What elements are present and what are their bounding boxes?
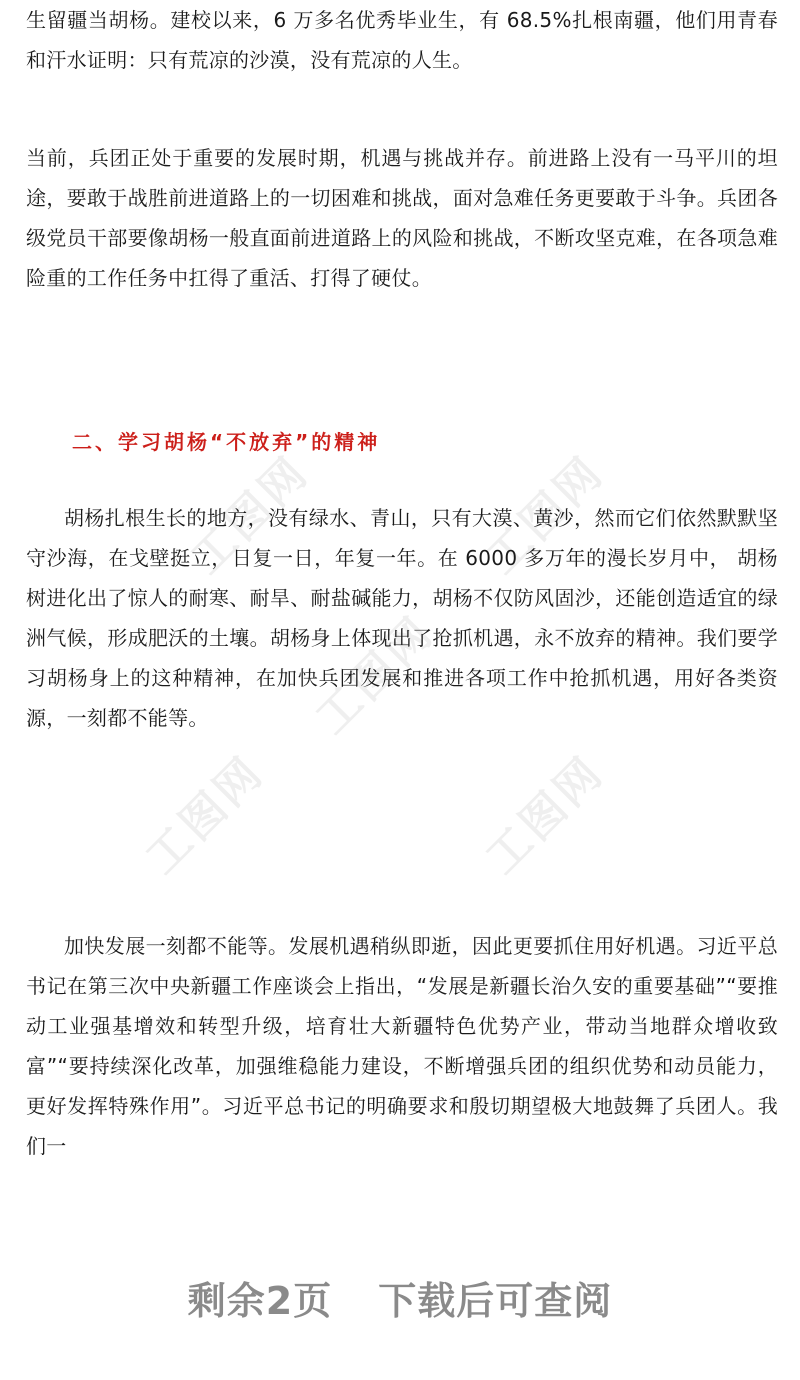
watermark: 工图网 bbox=[306, 606, 445, 745]
section-heading: 二、学习胡杨“不放弃”的精神 bbox=[72, 430, 381, 454]
watermark: 工图网 bbox=[476, 446, 615, 585]
body-paragraph: 加快发展一刻都不能等。发展机遇稍纵即逝，因此更要抓住用好机遇。习近平总书记在第三次中央新疆工作座谈会上指出，“发展是新疆长治久安的重要基础”“要推动工业强基增效和转型升级，培育壮大新疆特色优势产业，带动当地群众增收致富”“要持续深化改革，加强维稳能力建设，不断增强兵团的组织优势和动员能力，更好发挥特殊作用”。习近平总书记的明确要求和殷切期望极大地鼓舞了兵团人。我们一 bbox=[26, 934, 778, 1158]
remaining-pages-label[interactable]: 剩余2页 bbox=[187, 1279, 333, 1323]
watermark: 工图网 bbox=[181, 446, 320, 585]
download-prompt[interactable] bbox=[0, 1270, 800, 1325]
body-paragraph: 生留疆当胡杨。建校以来，6 万多名优秀毕业生，有 68.5%扎根南疆，他们用青春和汗水证明：只有荒凉的沙漠，没有荒凉的人生。 bbox=[26, 8, 778, 72]
body-paragraph: 胡杨扎根生长的地方，没有绿水、青山，只有大漠、黄沙，然而它们依然默默坚守沙海，在戈壁挺立，日复一日，年复一年。在 6000 多万年的漫长岁月中， 胡杨树进化出了惊人的耐寒、耐旱、耐盐碱能力，胡杨不仅防风固沙，还能创造适宜的绿洲气候，形成肥沃的土壤。胡杨身上体现出了抢抓机遇，永不放弃的精神。我们要学习胡杨身上的这种精神，在加快兵团发展和推进各项工作中抢抓机遇，用好各类资源，一刻都不能等。 bbox=[26, 506, 778, 730]
body-paragraph: 当前，兵团正处于重要的发展时期，机遇与挑战并存。前进路上没有一马平川的坦途，要敢于战胜前进道路上的一切困难和挑战，面对急难任务更要敢于斗争。兵团各级党员干部要像胡杨一般直面前进道路上的风险和挑战，不断攻坚克难，在各项急难险重的工作任务中扛得了重活、打得了硬仗。 bbox=[26, 146, 778, 290]
watermark: 工图网 bbox=[136, 746, 275, 885]
watermark: 工图网 bbox=[476, 746, 615, 885]
download-to-view-label[interactable]: 下载后可查阅 bbox=[378, 1279, 613, 1323]
